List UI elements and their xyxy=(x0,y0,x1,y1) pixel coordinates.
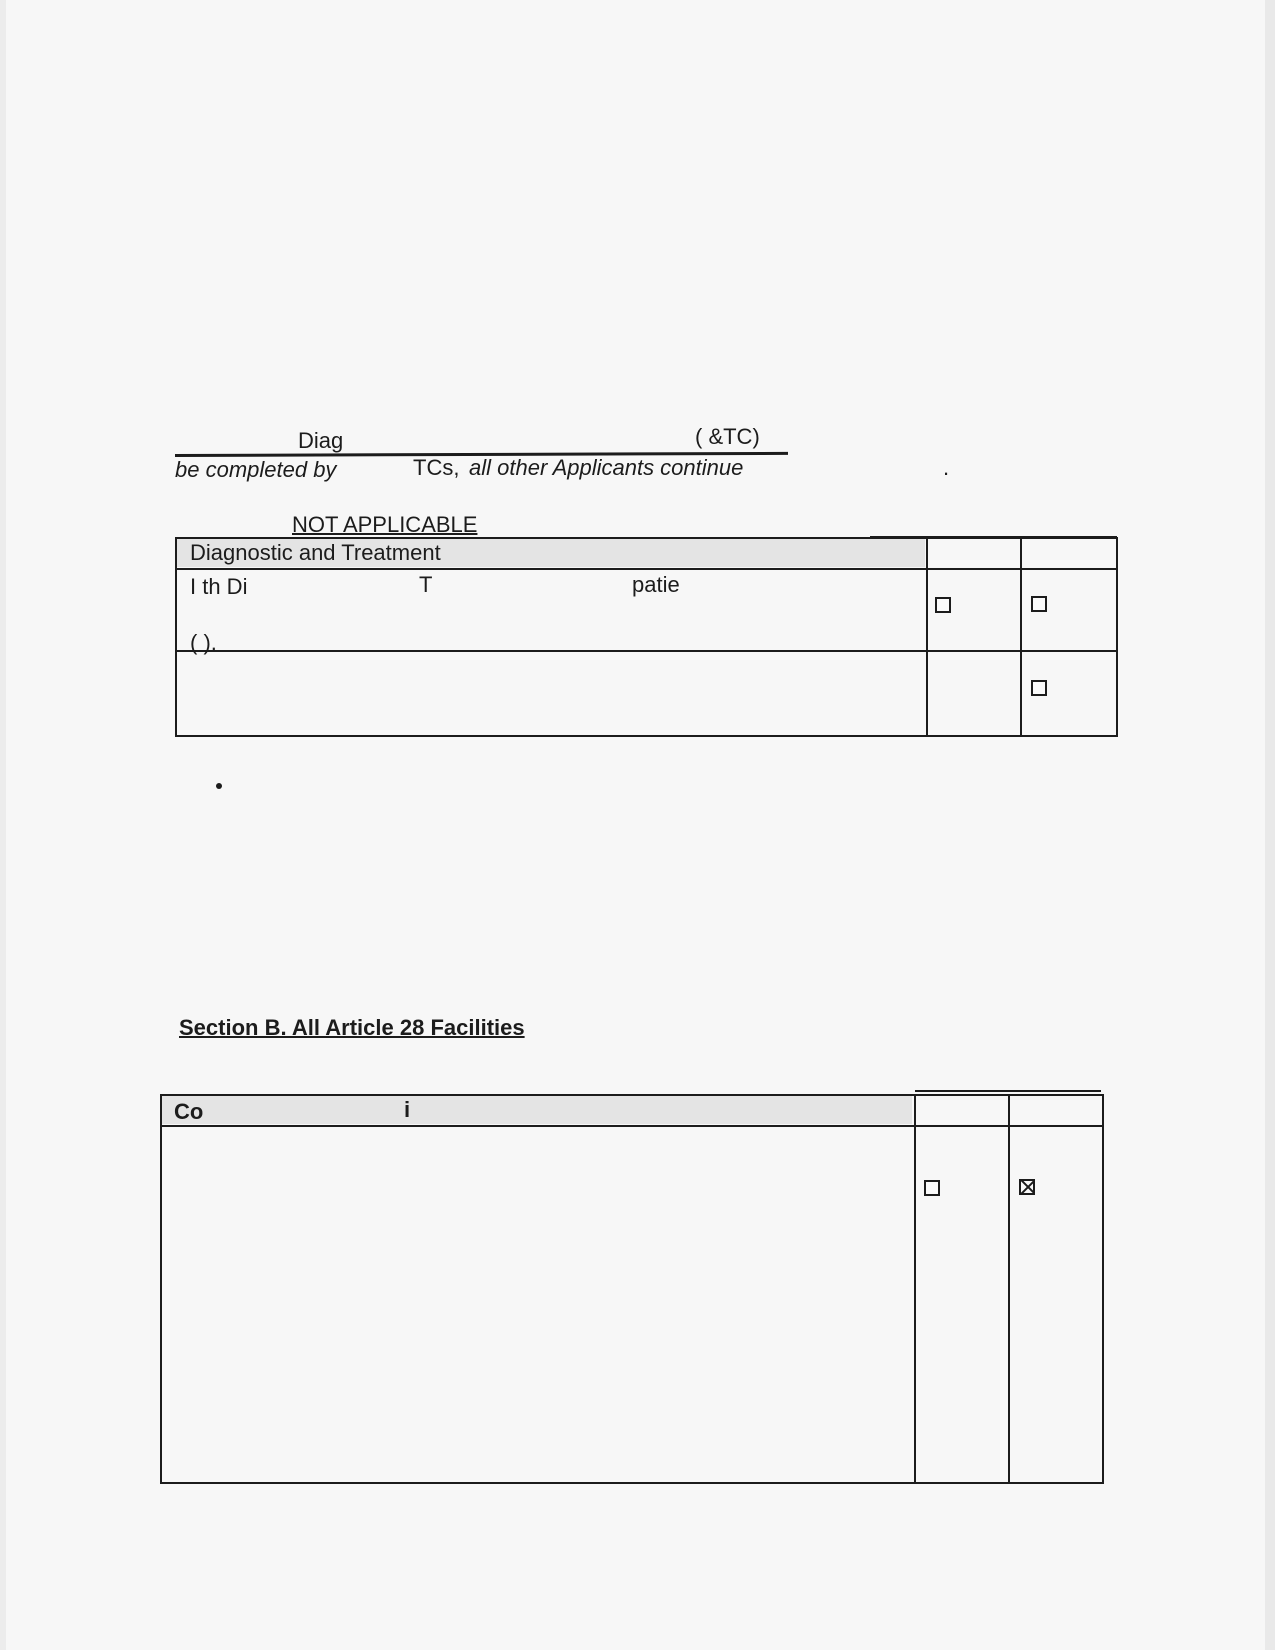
table-a-row1-text-2: T xyxy=(419,572,433,597)
section-b-no-checkbox-checked[interactable] xyxy=(1019,1179,1035,1195)
table-a-row1-text-1: I th Di xyxy=(190,574,248,599)
instruction-period: . xyxy=(943,455,950,480)
section-b-table xyxy=(160,1094,1104,1484)
table-a-row-divider xyxy=(175,650,1118,652)
table-b-header-fragment-2: i xyxy=(404,1097,411,1122)
diagnostic-treatment-table xyxy=(175,537,1118,737)
table-b-header-band xyxy=(162,1096,912,1124)
row1-no-checkbox[interactable] xyxy=(1031,596,1047,612)
bullet-point xyxy=(216,783,222,789)
table-b-header-fragment-1: Co xyxy=(174,1099,204,1124)
not-applicable-label: NOT APPLICABLE xyxy=(292,512,478,537)
section-b-yes-checkbox[interactable] xyxy=(924,1180,940,1196)
section-a-heading-fragment-2: ( &TC) xyxy=(695,424,760,449)
instruction-text-3: all other Applicants continue xyxy=(469,455,744,480)
scan-edge-right xyxy=(1265,0,1275,1650)
section-b-title: Section B. All Article 28 Facilities xyxy=(179,1015,525,1040)
table-b-top-rule xyxy=(915,1090,1101,1092)
instruction-text-1: be completed by xyxy=(175,457,337,482)
table-b-header-divider xyxy=(160,1125,1104,1127)
table-a-header-divider xyxy=(175,568,1118,570)
table-a-col-divider-2 xyxy=(1020,537,1022,737)
row1-yes-checkbox[interactable] xyxy=(935,597,951,613)
table-b-col-divider-1 xyxy=(914,1094,916,1484)
table-a-row1-text-4: ( ). xyxy=(190,630,217,655)
instruction-text-2: TCs, xyxy=(413,455,460,480)
scan-edge-left xyxy=(0,0,6,1650)
row2-no-checkbox[interactable] xyxy=(1031,680,1047,696)
table-a-header: Diagnostic and Treatment xyxy=(190,540,441,565)
table-b-col-divider-2 xyxy=(1008,1094,1010,1484)
table-a-col-divider-1 xyxy=(926,537,928,737)
table-a-row1-text-3: patie xyxy=(632,572,680,597)
section-a-heading-fragment: Diag xyxy=(298,428,344,453)
